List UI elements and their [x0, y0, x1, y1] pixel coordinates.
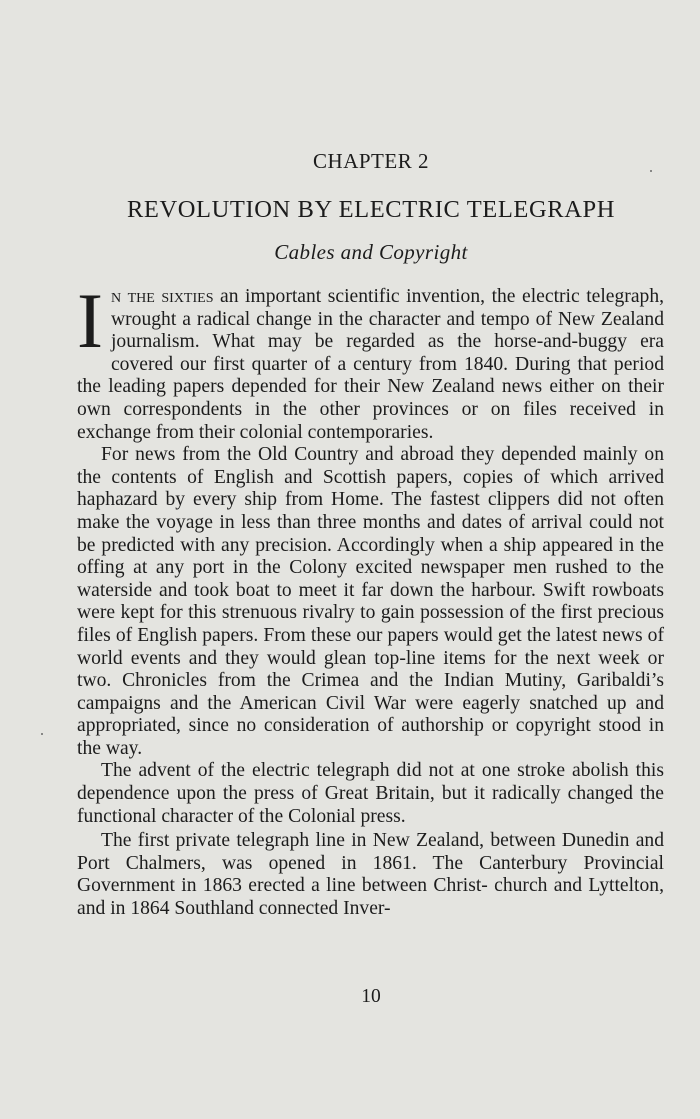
- body-text: [77, 277, 665, 921]
- drop-cap: I: [77, 277, 103, 364]
- chapter-title: REVOLUTION BY ELECTRIC TELEGRAPH: [126, 196, 616, 223]
- paragraph-text: an important scientific invention, the electric telegraph, wrought a radical change in the character and tempo of New Zealand journalism. What may be regarded as the horse-and-buggy era covered our first quarter of a century from 1840. During that period the leading papers depended for their New Zealand news either on their own correspondents in the other provinces or on files received in exchange from their colonial contemporaries.: [77, 286, 665, 443]
- paragraph: The advent of the electric telegraph did not at one stroke abolish this dependence upon the press of Great Britain, but it radically changed the functional character of the Colonial press.: [77, 760, 664, 827]
- print-speck: [41, 733, 43, 735]
- paragraph: For news from the Old Country and abroad they depended mainly on the contents of English and Scottish papers, copies of which arrived haphazard by every ship from Home. The fastest clippers did not often make the voyage in less than three months and dates of arrival could not be predicted with any precision. Accordingly when a ship appeared in the offing at any port in the Colony excited newspaper men rushed to the waterside and took boat to meet it far down the harbour. Swift rowboats were kept for this strenuous rivalry to gain possession of the first precious files of English papers. From these our papers would get the latest news of world events and they would glean top-line items for the next week or two. Chronicles from the Crimea and the Indian Mutiny, Garibaldi’s campaigns and the American Civil War were eagerly snatched up and appropriated, since no consideration of authorship or copyright stood in the way.: [77, 444, 664, 759]
- paragraph-opening: [77, 277, 665, 444]
- page-number: 10: [361, 986, 381, 1007]
- chapter-subtitle: Cables and Copyright: [274, 240, 468, 264]
- paragraph: The first private telegraph line in New Zealand, between Dunedin and Port Chalmers, was opened in 1861. The Canterbury Provincial Government in 1863 erected a line between Christ- church and Lyttelton, and in 1864 Southland connected Inver-: [77, 830, 664, 920]
- chapter-number: CHAPTER 2: [313, 149, 429, 173]
- opening-small-caps: n the sixties: [110, 286, 214, 307]
